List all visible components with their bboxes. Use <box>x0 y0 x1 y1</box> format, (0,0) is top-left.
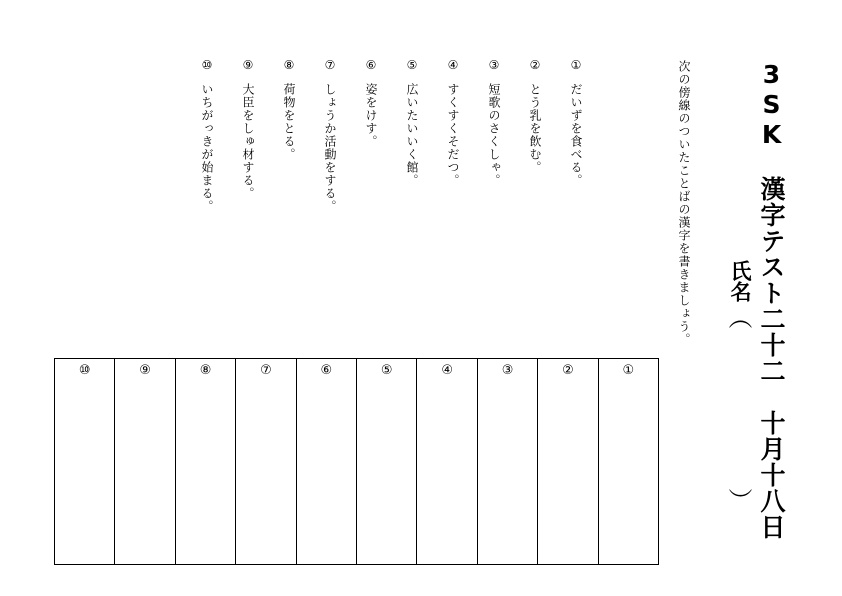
question-number: ⑧ <box>283 58 295 72</box>
question-text: いちがっきが始まる。 <box>200 83 214 213</box>
question-text: 短歌のさくしゃ。 <box>487 83 501 187</box>
answer-box-10[interactable] <box>55 359 114 564</box>
question-number: ⑨ <box>242 58 254 72</box>
name-label: 氏名 <box>728 260 752 302</box>
answer-box-7[interactable] <box>235 359 295 564</box>
question-number: ⑩ <box>201 58 213 72</box>
question-number: ⑦ <box>324 58 336 72</box>
question-number: ⑥ <box>365 58 377 72</box>
answer-box-number: ⑤ <box>380 363 393 378</box>
question-number: ④ <box>447 58 459 72</box>
answer-box-number: ⑧ <box>199 363 212 378</box>
page-title: 3SK 漢字テスト二十二 十月十八日 <box>757 60 786 540</box>
answer-box-number: ⑥ <box>320 363 333 378</box>
answer-box-6[interactable] <box>296 359 356 564</box>
answer-box-number: ④ <box>441 363 453 378</box>
answer-box-5[interactable] <box>356 359 416 564</box>
question-number: ① <box>570 58 582 72</box>
answer-box-number: ⑦ <box>260 363 272 378</box>
answer-box-number: ⑩ <box>78 363 91 378</box>
answer-box-number: ⑨ <box>139 363 151 378</box>
question-text: 広いたいいく館。 <box>405 83 419 187</box>
question-text: しょうか活動をする。 <box>323 83 337 213</box>
question-number: ② <box>529 58 541 72</box>
answer-box-number: ① <box>622 363 635 378</box>
answer-box-number: ② <box>562 363 574 378</box>
instruction: 次の傍線のついたことばの漢字を書きましょう。 <box>677 60 691 346</box>
name-paren-open: （ <box>724 305 752 329</box>
question-text: 大臣をしゅ材する。 <box>241 83 255 200</box>
question-text: 姿をけす。 <box>364 83 378 148</box>
question-text: 荷物をとる。 <box>282 83 296 161</box>
question-number: ③ <box>488 58 500 72</box>
answer-grid <box>54 358 659 565</box>
answer-box-1[interactable] <box>598 359 658 564</box>
answer-box-9[interactable] <box>114 359 174 564</box>
answer-box-number: ③ <box>501 363 514 378</box>
question-text: とう乳を飲む。 <box>528 83 542 174</box>
question-text: だいずを食べる。 <box>569 83 583 187</box>
answer-box-3[interactable] <box>477 359 537 564</box>
answer-box-2[interactable] <box>537 359 597 564</box>
question-text: すくすくそだつ。 <box>446 83 460 187</box>
answer-box-4[interactable] <box>416 359 476 564</box>
name-paren-close: ） <box>724 488 752 512</box>
question-number: ⑤ <box>406 58 418 72</box>
answer-box-8[interactable] <box>175 359 235 564</box>
